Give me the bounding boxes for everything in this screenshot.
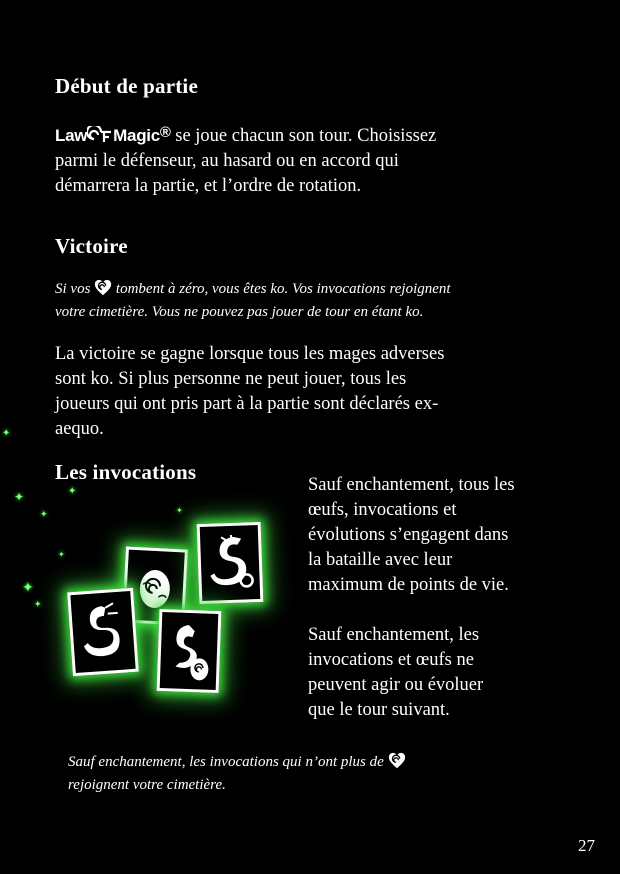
invocations-line: Sauf enchantement, tous les xyxy=(308,475,515,495)
invocations-line: maximum de points de vie. xyxy=(308,575,509,595)
invocations-line: invocations et œufs ne xyxy=(308,650,474,670)
invocations-paragraph-2 xyxy=(308,623,588,723)
italic-line2: votre cimetière. Vous ne pouvez pas jouer de tour en étant ko. xyxy=(55,304,424,320)
sparkle-icon: ✦ xyxy=(22,580,34,596)
heart-life-icon xyxy=(388,752,406,770)
victoire-line: joueurs qui ont pris part à la partie sont déclarés ex- xyxy=(55,394,439,414)
heart-life-icon xyxy=(94,279,112,297)
sparkle-icon: ✦ xyxy=(68,486,77,497)
victoire-line: sont ko. Si plus personne ne peut jouer, tous les xyxy=(55,369,407,389)
invocations-line: œufs, invocations et xyxy=(308,500,457,520)
victoire-italic-note xyxy=(55,278,585,324)
dragon-egg-card xyxy=(157,609,222,693)
note-line2: rejoignent votre cimetière. xyxy=(68,777,226,793)
invocations-line: que le tour suivant. xyxy=(308,700,450,720)
section-title-victoire: Victoire xyxy=(55,234,128,258)
sparkle-icon: ✦ xyxy=(40,510,48,520)
law-of-magic-logo xyxy=(55,126,171,145)
invocations-line: Sauf enchantement, les xyxy=(308,625,480,645)
note-line1: Sauf enchantement, les invocations qui n’ont plus de xyxy=(68,754,384,770)
sparkle-icon: ✦ xyxy=(2,428,11,439)
section1-line1: se joue chacun son tour. Choisissez xyxy=(175,126,437,146)
logo-law-text: Law xyxy=(55,126,88,145)
invocations-line: peuvent agir ou évoluer xyxy=(308,675,484,695)
egg-icon xyxy=(136,562,174,610)
invocations-italic-note xyxy=(68,751,588,797)
victoire-line: La victoire se gagne lorsque tous les mages adverses xyxy=(55,344,445,364)
logo-magic-text: Magic xyxy=(113,126,160,145)
sparkle-icon: ✦ xyxy=(14,490,25,504)
victoire-line: aequo. xyxy=(55,419,104,439)
section1-line3: démarrera la partie, et l’ordre de rotation. xyxy=(55,176,362,196)
dragon-card xyxy=(67,588,139,676)
dragon-icon xyxy=(75,598,131,665)
italic-line1-start: Si vos xyxy=(55,281,91,297)
invocations-paragraph-1 xyxy=(308,473,588,598)
section-title-debut: Début de partie xyxy=(55,74,198,98)
dragon-egg-icon xyxy=(163,618,215,684)
sparkle-icon: ✦ xyxy=(176,506,183,515)
sparkle-icon: ✦ xyxy=(34,600,42,610)
invocations-line: la bataille avec leur xyxy=(308,550,453,570)
italic-line1-end: tombent à zéro, vous êtes ko. Vos invocations rejoignent xyxy=(115,281,451,297)
registered-mark: ® xyxy=(159,124,171,141)
invocations-line: évolutions s’engagent dans xyxy=(308,525,509,545)
of-swirl-icon xyxy=(87,126,113,144)
dragon-icon xyxy=(203,530,257,596)
section-title-invocations: Les invocations xyxy=(55,460,197,484)
page-number: 27 xyxy=(578,836,595,855)
section1-line2: parmi le défenseur, au hasard ou en accord qui xyxy=(55,151,399,171)
sparkle-icon: ✦ xyxy=(58,550,65,559)
section1-paragraph xyxy=(55,120,575,199)
cards-illustration xyxy=(0,420,290,720)
dragon-card xyxy=(197,522,264,604)
